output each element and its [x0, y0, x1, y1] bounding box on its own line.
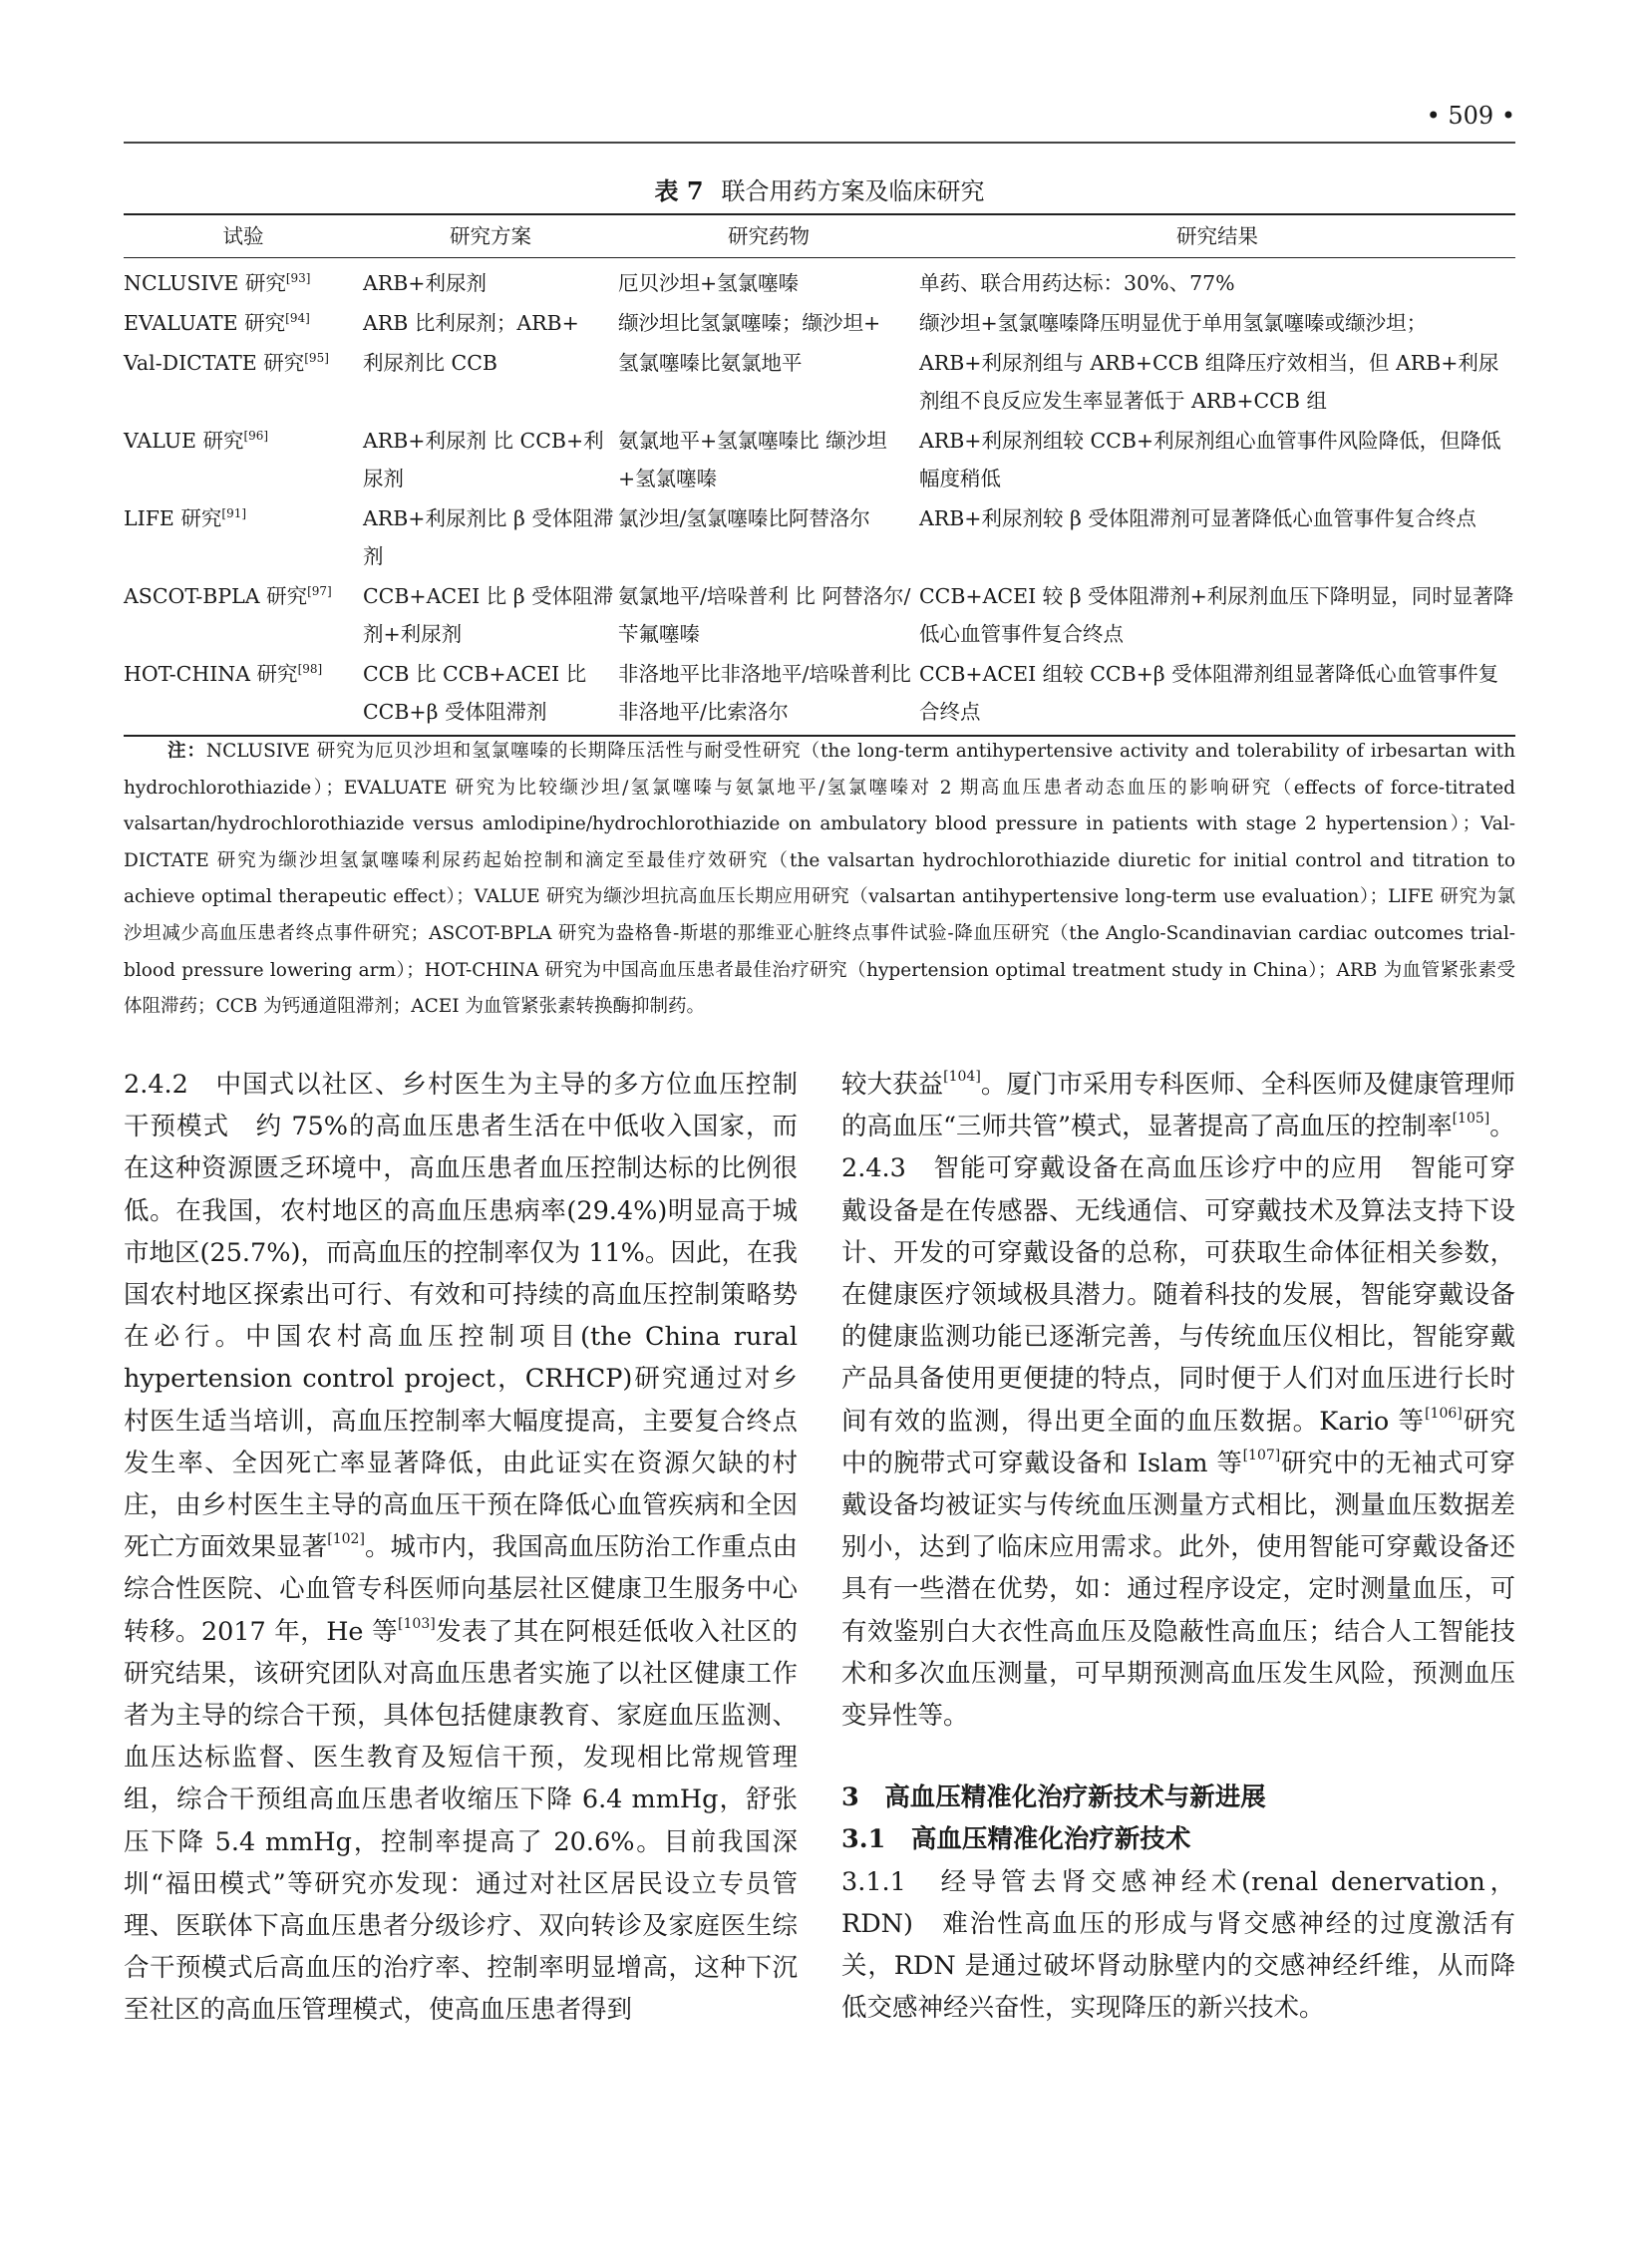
body-text: 。城市内，我国高血压防治工作重点由综合性医院、心血管专科医师向基层社区健康卫生服务中心转移。2017 年，He 等 — [124, 1532, 798, 1647]
body-text: 较大获益 — [841, 1070, 944, 1100]
trial-name: HOT-CHINA 研究 — [124, 662, 298, 686]
table-row — [124, 258, 1515, 303]
citation: [105] — [1452, 1111, 1490, 1128]
section-heading-3-1-1: 3.1.1 经导管去肾交感神经术(renal denervation，RDN) — [841, 1866, 1515, 1939]
citation: [96] — [243, 429, 269, 443]
paragraph-3-1-1 — [841, 1861, 1515, 2030]
cell-scheme: CCB+ACEI 比 β 受体阻滞剂+利尿剂 — [363, 584, 614, 646]
citation: [104] — [943, 1069, 981, 1085]
body-text: 。厦门市采用专科医师、全科医师及健康管理师的高血压“三师共管”模式，显著提高了高血压的控制率 — [841, 1070, 1515, 1142]
col-header-result: 研究结果 — [919, 214, 1515, 258]
body-text: 。 — [1489, 1112, 1515, 1142]
table-caption — [124, 171, 1515, 206]
citation: [106] — [1425, 1405, 1463, 1422]
cell-trial — [124, 497, 363, 575]
spacer — [841, 1737, 1515, 1777]
combination-therapy-table — [124, 213, 1515, 737]
cell-scheme: ARB+利尿剂比 β 受体阻滞剂 — [363, 506, 614, 568]
trial-name: Val-DICTATE 研究 — [124, 351, 305, 375]
paragraph-2-4-3 — [841, 1147, 1515, 1737]
trial-name: VALUE 研究 — [124, 429, 244, 453]
col-header-scheme: 研究方案 — [363, 214, 618, 258]
cell-scheme: ARB+利尿剂 比 CCB+利尿剂 — [363, 429, 604, 490]
cell-drugs: 厄贝沙坦+氢氯噻嗪 — [618, 271, 800, 295]
body-text: 研究中的腕带式可穿戴设备和 Islam 等 — [841, 1406, 1515, 1478]
citation: [97] — [307, 584, 332, 598]
cell-trial — [124, 258, 363, 303]
table-title: 联合用药方案及临床研究 — [721, 177, 985, 205]
section-heading-3: 3 高血压精准化治疗新技术与新进展 — [841, 1782, 1266, 1813]
table-row — [124, 497, 1515, 575]
trial-name: EVALUATE 研究 — [124, 311, 286, 335]
citation: [98] — [297, 662, 323, 676]
cell-result: CCB+ACEI 较 β 受体阻滞剂+利尿剂血压下降明显，同时显著降低心血管事件复合终点 — [919, 584, 1514, 646]
left-column — [124, 1064, 798, 2032]
cell-scheme: ARB 比利尿剂；ARB+ — [363, 311, 579, 335]
table-row — [124, 342, 1515, 420]
note-text: NCLUSIVE 研究为厄贝沙坦和氢氯噻嗪的长期降压活性与耐受性研究（the long-term antihypertensive activity and tolerability of irbesartan with hydrochlorothiazide）；EVALUATE 研究为比较缬沙坦/氢氯噻嗪与氨氯地平/氢氯噻嗪对 2 期高血压患者动态血压的影响研究（effects of force-titrated valsartan/hydrochlorothiazide versus amlodipine/hydrochlorothiazide on ambulatory blood pressure in patients with stage 2 hypertension）；Val-DICTATE 研究为缬沙坦氢氯噻嗪利尿药起始控制和滴定至最佳疗效研究（the valsartan hydrochlorothiazide diuretic for initial control and titration to achieve optimal therapeutic effect）；VALUE 研究为缬沙坦抗高血压长期应用研究（valsartan antihypertensive long-term use evaluation）；LIFE 研究为氯沙坦减少高血压患者终点事件研究；ASCOT-BPLA 研究为盎格鲁-斯堪的那维亚心脏终点事件试验-降血压研究（the Anglo-Scandinavian cardiac outcomes trial-blood pressure lowering arm）；HOT-CHINA 研究为中国高血压患者最佳治疗研究（hypertension optimal treatment study in China）；ARB 为血管紧张素受体阻滞药；CCB 为钙通道阻滞剂；ACEI 为血管紧张素转换酶抑制药。 — [124, 741, 1515, 1018]
header-rule — [124, 142, 1515, 144]
citation: [95] — [304, 351, 329, 365]
page-number: • 509 • — [1426, 102, 1515, 130]
cell-trial — [124, 653, 363, 736]
citation: [91] — [221, 506, 247, 520]
table-row — [124, 575, 1515, 653]
cell-drugs: 氨氯地平/培哚普利 比 阿替洛尔/苄氟噻嗪 — [618, 584, 911, 646]
table-header-row — [124, 214, 1515, 258]
cell-scheme: ARB+利尿剂 — [363, 271, 487, 295]
paragraph-2-4-2 — [124, 1064, 798, 2032]
body-text: 发表了其在阿根廷低收入社区的研究结果，该研究团队对高血压患者实施了以社区健康工作者为主导的综合干预，具体包括健康教育、家庭血压监测、血压达标监督、医生教育及短信干预，发现相比常规管理组，综合干预组高血压患者收缩压下降 6.4 mmHg，舒张压下降 5.4 mmHg，控制率提高了 20.6%。目前我国深圳“福田模式”等研究亦发现：通过对社区居民设立专员管理、医联体下高血压患者分级诊疗、双向转诊及家庭医生综合干预模式后高血压的治疗率、控制率明显增高，这种下沉至社区的高血压管理模式，使高血压患者得到 — [124, 1616, 798, 2026]
cell-result: ARB+利尿剂组与 ARB+CCB 组降压疗效相当，但 ARB+利尿剂组不良反应发生率显著低于 ARB+CCB 组 — [919, 351, 1499, 413]
cell-result: CCB+ACEI 组较 CCB+β 受体阻滞剂组显著降低心血管事件复合终点 — [919, 662, 1499, 724]
section-heading-3-1: 3.1 高血压精准化治疗新技术 — [841, 1824, 1191, 1855]
col-header-drugs: 研究药物 — [618, 214, 919, 258]
body-text: 难治性高血压的形成与肾交感神经的过度激活有关，RDN 是通过破坏肾动脉壁内的交感神经纤维，从而降低交感神经兴奋性，实现降压的新兴技术。 — [841, 1908, 1515, 2024]
section-heading-2-4-3: 2.4.3 智能可穿戴设备在高血压诊疗中的应用 — [841, 1153, 1411, 1184]
paragraph-continued — [841, 1064, 1515, 1147]
citation: [103] — [398, 1615, 436, 1632]
table-row — [124, 420, 1515, 497]
cell-drugs: 氯沙坦/氢氯噻嗪比阿替洛尔 — [618, 506, 870, 530]
trial-name: ASCOT-BPLA 研究 — [124, 584, 308, 608]
body-text: 研究中的无袖式可穿戴设备均被证实与传统血压测量方式相比，测量血压数据差别小，达到了临床应用需求。此外，使用智能可穿戴设备还具有一些潜在优势，如：通过程序设定，定时测量血压，可有效鉴别白大衣性高血压及隐蔽性高血压；结合人工智能技术和多次血压测量，可早期预测高血压发生风险，预测血压变异性等。 — [841, 1448, 1515, 1732]
trial-name: LIFE 研究 — [124, 506, 222, 530]
cell-drugs: 氢氯噻嗪比氨氯地平 — [618, 351, 803, 375]
body-text: 约 75%的高血压患者生活在中低收入国家，而在这种资源匮乏环境中，高血压患者血压控制达标的比例很低。在我国，农村地区的高血压患病率(29.4%)明显高于城市地区(25.7%)，而高血压的控制率仅为 11%。因此，在我国农村地区探索出可行、有效和可持续的高血压控制策略势在必行。中国农村高血压控制项目(the China rural hypertension control project，CRHCP)研究通过对乡村医生适当培训，高血压控制率大幅度提高，主要复合终点发生率、全因死亡率显著降低，由此证实在资源欠缺的村庄，由乡村医生主导的高血压干预在降低心血管疾病和全因死亡方面效果显著 — [124, 1112, 798, 1563]
cell-drugs: 氨氯地平+氢氯噻嗪比 缬沙坦+氢氯噻嗪 — [618, 429, 887, 490]
citation: [102] — [327, 1531, 365, 1548]
cell-scheme: 利尿剂比 CCB — [363, 351, 497, 375]
cell-result: 单药、联合用药达标：30%、77% — [919, 271, 1235, 295]
right-column — [841, 1064, 1515, 2029]
table-row — [124, 653, 1515, 736]
citation: [107] — [1242, 1447, 1281, 1463]
cell-drugs: 缬沙坦比氢氯噻嗪；缬沙坦+ — [618, 311, 881, 335]
cell-trial — [124, 302, 363, 342]
citation: [94] — [285, 311, 310, 325]
body-text: 智能可穿戴设备是在传感器、无线通信、可穿戴技术及算法支持下设计、开发的可穿戴设备的总称，可获取生命体征相关参数，在健康医疗领域极具潜力。随着科技的发展，智能穿戴设备的健康监测功能已逐渐完善，与传统血压仪相比，智能穿戴产品具备使用更便捷的特点，同时便于人们对血压进行长时间有效的监测，得出更全面的血压数据。Kario 等 — [841, 1153, 1515, 1437]
col-header-trial: 试验 — [124, 214, 363, 258]
table-row — [124, 302, 1515, 342]
cell-trial — [124, 575, 363, 653]
cell-trial — [124, 420, 363, 497]
cell-drugs: 非洛地平比非洛地平/培哚普利比非洛地平/比索洛尔 — [618, 662, 911, 724]
cell-result: ARB+利尿剂组较 CCB+利尿剂组心血管事件风险降低，但降低幅度稍低 — [919, 429, 1501, 490]
section-heading-2-4-2: 2.4.2 中国式以社区、乡村医生为主导的多方位血压控制干预模式 — [124, 1070, 798, 1142]
citation: [93] — [285, 271, 311, 285]
trial-name: NCLUSIVE 研究 — [124, 271, 286, 295]
cell-result: 缬沙坦+氢氯噻嗪降压明显优于单用氢氯噻嗪或缬沙坦； — [919, 311, 1428, 335]
cell-result: ARB+利尿剂较 β 受体阻滞剂可显著降低心血管事件复合终点 — [919, 506, 1476, 530]
note-label: 注： — [167, 741, 206, 762]
cell-scheme: CCB 比 CCB+ACEI 比 CCB+β 受体阻滞剂 — [363, 662, 587, 724]
cell-trial — [124, 342, 363, 420]
table-number: 表 7 — [654, 176, 704, 205]
table-note — [124, 734, 1515, 1026]
